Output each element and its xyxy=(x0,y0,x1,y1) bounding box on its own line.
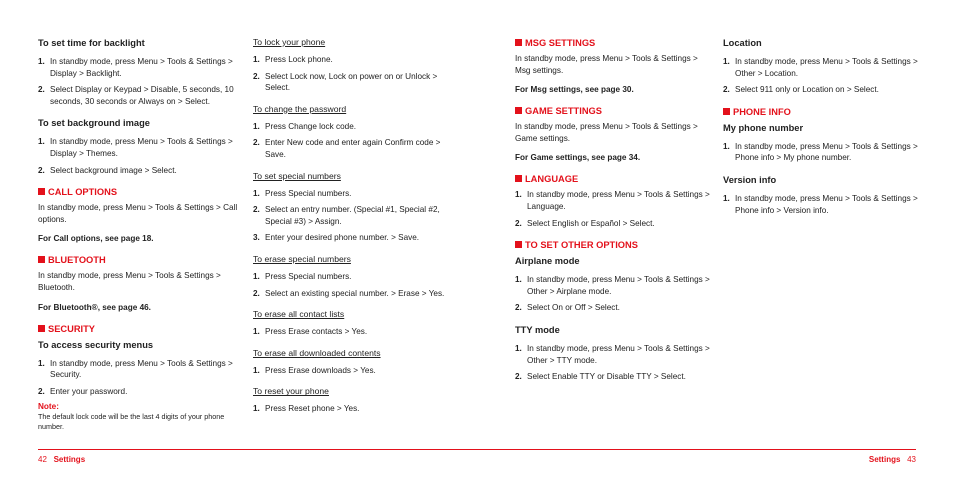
steps-airplane xyxy=(515,274,715,314)
heading-location: Location xyxy=(723,38,762,48)
list-item: 1. Press Erase downloads > Yes. xyxy=(253,365,376,375)
steps-location xyxy=(723,56,923,96)
steps-erase-downloads xyxy=(253,365,453,377)
list-item: 1. In standby mode, press Menu > Tools & Settings > Display > Backlight. xyxy=(38,57,233,78)
list-item: 1. In standby mode, press Menu > Tools & Settings > Other > Airplane mode. xyxy=(515,275,710,296)
list-item: 2. Select background image > Select. xyxy=(38,165,177,175)
square-bullet-icon xyxy=(38,188,45,195)
heading-security-menus: To access security menus xyxy=(38,339,154,350)
section-call-options: CALL OPTIONS xyxy=(38,186,238,198)
page-reference: For Bluetooth®, see page 46. xyxy=(38,302,151,312)
page-number-right: 43 xyxy=(907,455,916,464)
heading-tty-mode: TTY mode xyxy=(515,324,560,335)
square-bullet-icon xyxy=(515,241,522,248)
heading-airplane-mode: Airplane mode xyxy=(515,256,580,267)
steps-security xyxy=(38,358,238,398)
heading-special-numbers: To set special numbers xyxy=(253,170,341,181)
section-bluetooth: BLUETOOTH xyxy=(38,254,238,266)
list-item: 2. Select 911 only or Location on > Select. xyxy=(723,85,879,95)
heading-background: To set background image xyxy=(38,118,150,129)
list-item: 1. In standby mode, press Menu > Tools & Settings > Phone info > My phone number. xyxy=(723,141,918,163)
list-item: 2. Select Display or Keypad > Disable, 5 seconds, 10 seconds, 30 seconds or Always on > Select. xyxy=(38,85,234,106)
column-4 xyxy=(723,37,923,226)
heading-version-info: Version info xyxy=(723,174,777,185)
list-item: 1. Press Erase contacts > Yes. xyxy=(253,327,368,337)
square-bullet-icon xyxy=(515,107,522,114)
section-language: LANGUAGE xyxy=(515,173,715,185)
page-reference: For Call options, see page 18. xyxy=(38,234,154,244)
footer-rule xyxy=(38,449,916,450)
list-item: 2. Select English or Español > Select. xyxy=(515,218,655,228)
section-phone-info: PHONE INFO xyxy=(723,106,923,118)
steps-lock xyxy=(253,54,453,94)
steps-version-info xyxy=(723,193,923,216)
page-reference: For Msg settings, see page 30. xyxy=(515,85,634,95)
section-security: SECURITY xyxy=(38,323,238,335)
steps-erase-contacts xyxy=(253,326,453,338)
heading-backlight: To set time for backlight xyxy=(38,38,145,48)
steps-language xyxy=(515,189,715,229)
footer-label-right: Settings xyxy=(868,455,901,464)
list-item: 2. Select Enable TTY or Disable TTY > Select. xyxy=(515,372,686,382)
section-game-settings: GAME SETTINGS xyxy=(515,105,715,117)
list-item: 2. Enter New code and enter again Confirm code > Save. xyxy=(253,138,441,159)
list-item: 1. In standby mode, press Menu > Tools & Settings > Other > Location. xyxy=(723,57,918,78)
list-item: 1. Press Change lock code. xyxy=(253,121,357,131)
paragraph: In standby mode, press Menu > Tools & Settings > Game settings. xyxy=(515,122,698,143)
square-bullet-icon xyxy=(38,256,45,263)
footer-left xyxy=(38,455,85,465)
footer-label-left: Settings xyxy=(53,455,86,464)
list-item: 1. In standby mode, press Menu > Tools & Settings > Language. xyxy=(515,190,710,211)
list-item: 2. Enter your password. xyxy=(38,386,128,396)
paragraph: In standby mode, press Menu > Tools & Settings > Bluetooth. xyxy=(38,271,221,292)
list-item: 1. Press Special numbers. xyxy=(253,271,352,281)
list-item: 2. Select Lock now, Lock on power on or Unlock > Select. xyxy=(253,71,438,93)
list-item: 3. Enter your desired phone number. > Save. xyxy=(253,233,420,243)
steps-erase-special xyxy=(253,271,453,299)
steps-special-numbers xyxy=(253,188,453,244)
list-item: 1. In standby mode, press Menu > Tools & Settings > Security. xyxy=(38,358,233,380)
paragraph: In standby mode, press Menu > Tools & Settings > Call options. xyxy=(38,203,238,224)
footer-right xyxy=(869,455,916,465)
list-item: 2. Select an existing special number. > Erase > Yes. xyxy=(253,288,445,298)
section-other-options: TO SET OTHER OPTIONS xyxy=(515,239,715,251)
square-bullet-icon xyxy=(723,108,730,115)
square-bullet-icon xyxy=(515,175,522,182)
paragraph: In standby mode, press Menu > Tools & Settings > Msg settings. xyxy=(515,54,698,75)
steps-tty xyxy=(515,343,715,383)
page-reference: For Game settings, see page 34. xyxy=(515,153,641,163)
steps-backlight xyxy=(38,56,238,107)
heading-reset: To reset your phone xyxy=(253,386,329,397)
list-item: 1. Press Special numbers. xyxy=(253,188,352,198)
note-text: The default lock code will be the last 4 digits of your phone number. xyxy=(38,412,225,432)
note-title: Note: xyxy=(38,402,59,412)
list-item: 1. In standby mode, press Menu > Tools & Settings > Display > Themes. xyxy=(38,137,233,158)
list-item: 1. Press Lock phone. xyxy=(253,55,333,64)
steps-change-password xyxy=(253,121,453,161)
list-item: 1. In standby mode, press Menu > Tools & Settings > Phone info > Version info. xyxy=(723,193,918,215)
heading-my-phone-number: My phone number xyxy=(723,122,804,133)
list-item: 2. Select On or Off > Select. xyxy=(515,303,620,313)
heading-erase-special: To erase special numbers xyxy=(253,253,351,264)
list-item: 2. Select an entry number. (Special #1, Special #2, Special #3) > Assign. xyxy=(253,205,440,226)
column-1 xyxy=(38,37,238,432)
heading-erase-contacts: To erase all contact lists xyxy=(253,309,345,320)
column-3 xyxy=(515,37,715,393)
heading-erase-downloads: To erase all downloaded contents xyxy=(253,347,381,358)
page-number-left: 42 xyxy=(38,455,47,464)
heading-change-password: To change the password xyxy=(253,103,347,114)
list-item: 1. In standby mode, press Menu > Tools & Settings > Other > TTY mode. xyxy=(515,343,710,365)
steps-my-phone-number xyxy=(723,141,923,164)
square-bullet-icon xyxy=(38,325,45,332)
square-bullet-icon xyxy=(515,39,522,46)
steps-background xyxy=(38,136,238,176)
steps-reset xyxy=(253,403,453,415)
section-msg-settings: MSG SETTINGS xyxy=(515,37,715,49)
heading-lock: To lock your phone xyxy=(253,37,326,47)
list-item: 1. Press Reset phone > Yes. xyxy=(253,404,360,414)
column-2 xyxy=(253,37,453,425)
